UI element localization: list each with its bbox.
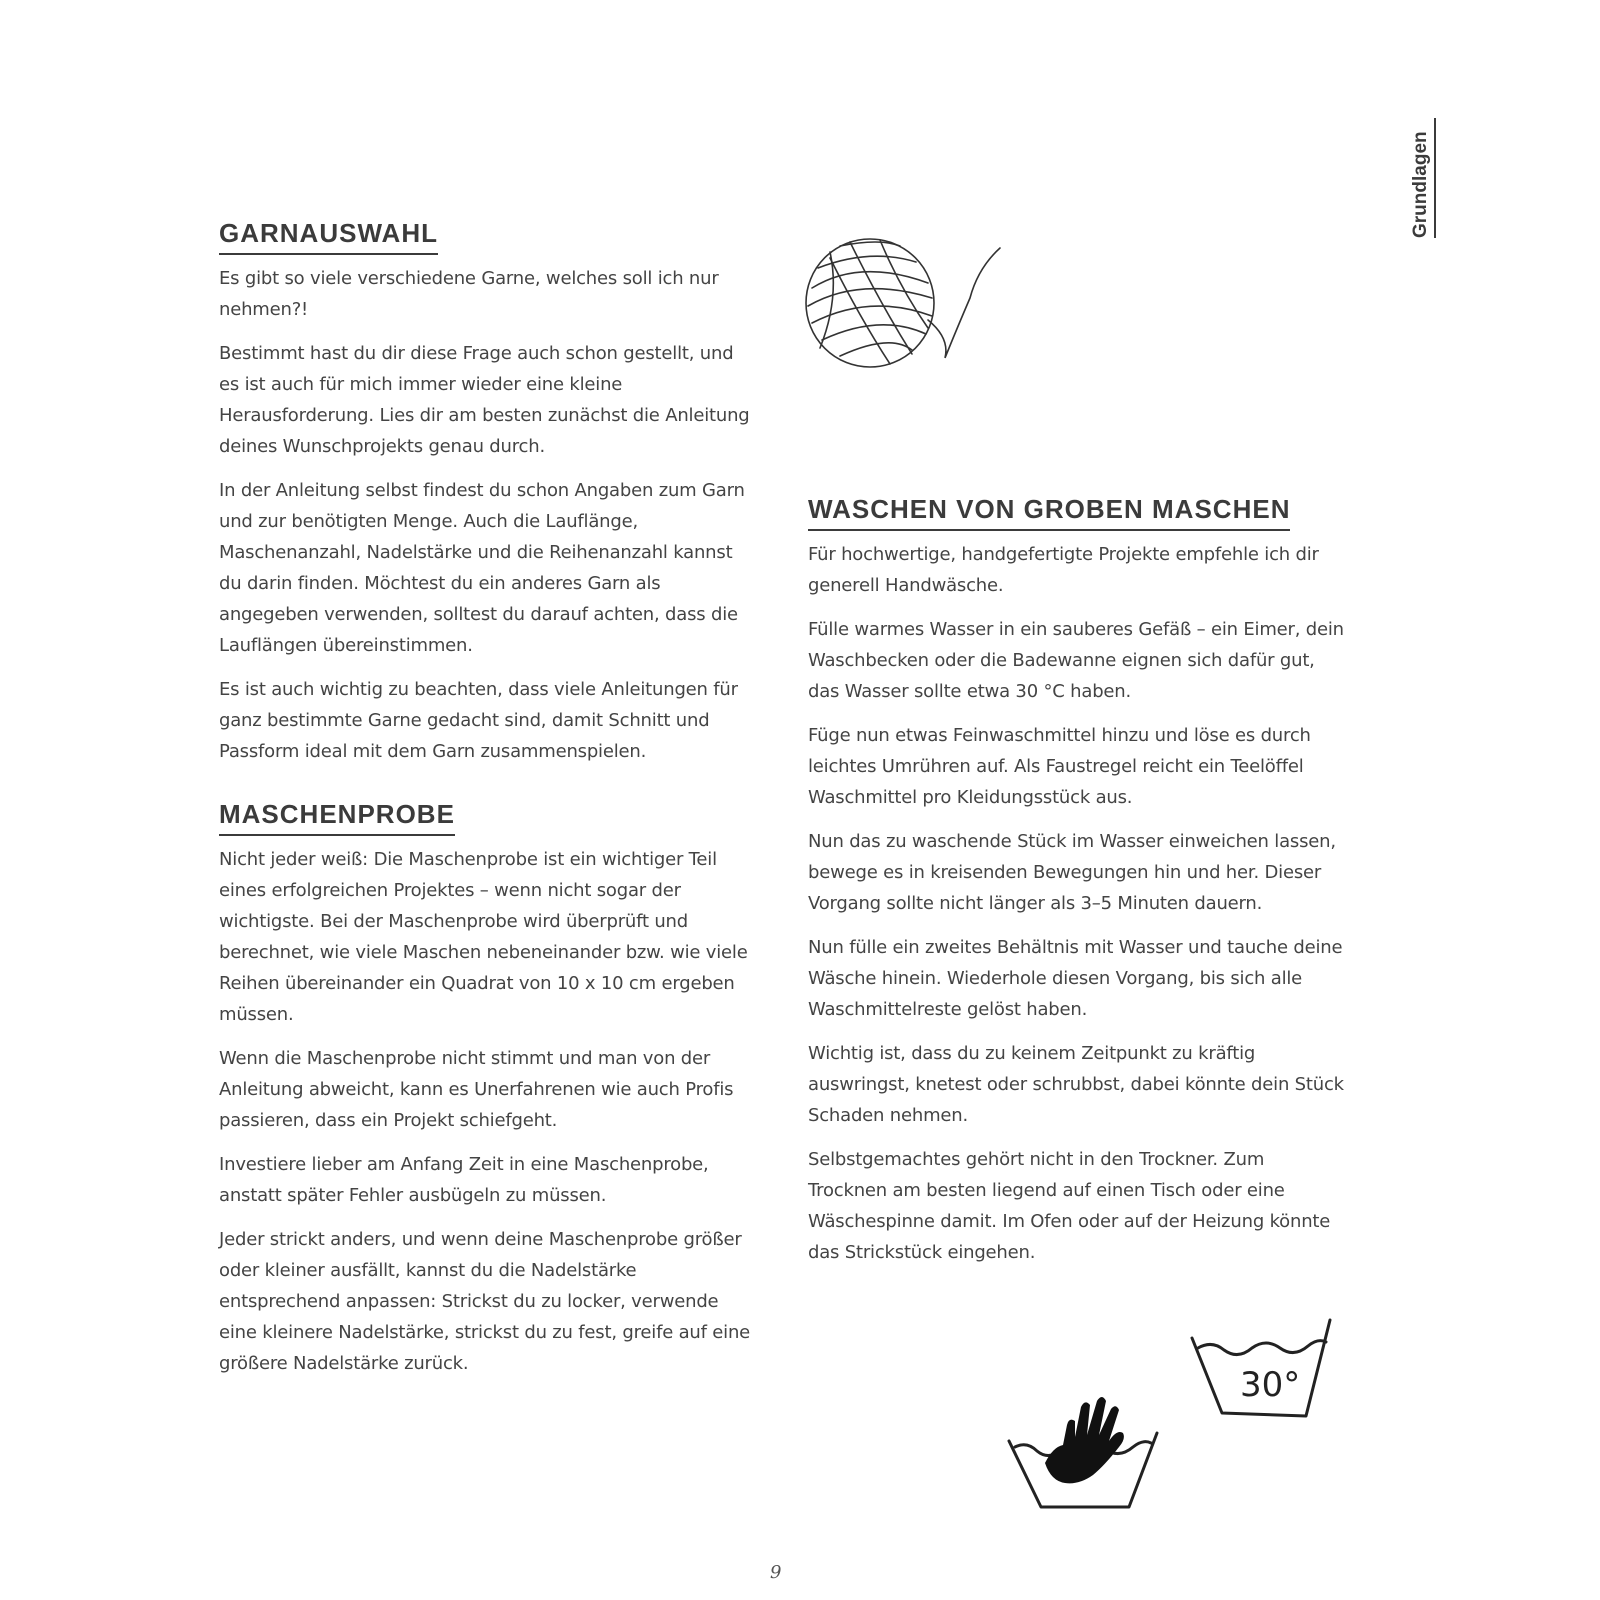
page-number: 9 xyxy=(770,1562,782,1583)
paragraph: Wenn die Maschenprobe nicht stimmt und man von der Anleitung abweicht, kann es Unerfahrenen wie auch Profis passieren, dass ein Projekt schiefgeht. xyxy=(219,1048,734,1131)
paragraph: Bestimmt hast du dir diese Frage auch schon gestellt, und es ist auch für mich immer wieder eine kleine Herausforderung. Lies dir am besten zunächst die Anleitung deines Wunschprojekts genau durch. xyxy=(219,343,750,457)
paragraph: Nicht jeder weiß: Die Maschenprobe ist ein wichtiger Teil eines erfolgreichen Projektes – wenn nicht sogar der wichtigste. Bei der Maschenprobe wird überprüft und berechnet, wie viele Maschen nebeneinander bzw. wie viele Reihen übereinander ein Quadrat von 10 x 10 cm ergeben müssen. xyxy=(219,849,748,1025)
paragraph: Nun fülle ein zweites Behältnis mit Wasser und tauche deine Wäsche hinein. Wiederhole diesen Vorgang, bis sich alle Waschmittelreste gelöst haben. xyxy=(808,937,1343,1020)
paragraph: Wichtig ist, dass du zu keinem Zeitpunkt zu kräftig auswringst, knetest oder schrubbst, dabei könnte dein Stück Schaden nehmen. xyxy=(808,1043,1344,1126)
wash-30-label: 30° xyxy=(1240,1365,1301,1405)
section-title-waschen: WASCHEN VON GROBEN MASCHEN xyxy=(808,494,1290,531)
section-maschenprobe xyxy=(219,799,754,1379)
paragraph: Es gibt so viele verschiedene Garne, welches soll ich nur nehmen?! xyxy=(219,268,719,320)
section-waschen xyxy=(808,494,1348,1268)
wash-30-icon xyxy=(1190,1318,1340,1428)
paragraph: Selbstgemachtes gehört nicht in den Trockner. Zum Trocknen am besten liegend auf einen Tisch oder eine Wäschespinne damit. Im Ofen oder auf der Heizung könnte das Strickstück eingehen. xyxy=(808,1149,1331,1263)
paragraph: Füge nun etwas Feinwaschmittel hinzu und löse es durch leichtes Umrühren auf. Als Faustregel reicht ein Teelöffel Waschmittel pro Kleidungsstück aus. xyxy=(808,725,1311,808)
yarn-ball-icon xyxy=(800,228,1030,378)
section-title-maschenprobe: MASCHENPROBE xyxy=(219,799,455,836)
left-column xyxy=(219,218,754,1411)
section-garnauswahl xyxy=(219,218,754,767)
right-column xyxy=(808,494,1348,1300)
paragraph: Nun das zu waschende Stück im Wasser einweichen lassen, bewege es in kreisenden Bewegungen hin und her. Dieser Vorgang sollte nicht länger als 3–5 Minuten dauern. xyxy=(808,831,1336,914)
chapter-side-label: Grundlagen xyxy=(1410,118,1436,238)
paragraph: Für hochwertige, handgefertigte Projekte empfehle ich dir generell Handwäsche. xyxy=(808,544,1319,596)
hand-wash-icon xyxy=(1005,1385,1165,1515)
paragraph: Fülle warmes Wasser in ein sauberes Gefäß – ein Eimer, dein Waschbecken oder die Badewanne eignen sich dafür gut, das Wasser sollte etwa 30 °C haben. xyxy=(808,619,1344,702)
section-title-garnauswahl: GARNAUSWAHL xyxy=(219,218,438,255)
paragraph: In der Anleitung selbst findest du schon Angaben zum Garn und zur benötigten Menge. Auch die Lauflänge, Maschenanzahl, Nadelstärke und die Reihenanzahl kannst du darin finden. Möchtest du ein anderes Garn als angegeben verwenden, solltest du darauf achten, dass die Lauflängen übereinstimmen. xyxy=(219,480,745,656)
paragraph: Jeder strickt anders, und wenn deine Maschenprobe größer oder kleiner ausfällt, kannst du die Nadelstärke entsprechend anpassen: Strickst du zu locker, verwende eine kleinere Nadelstärke, strickst du zu fest, greife auf eine größere Nadelstärke zurück. xyxy=(219,1229,751,1374)
paragraph: Es ist auch wichtig zu beachten, dass viele Anleitungen für ganz bestimmte Garne gedacht sind, damit Schnitt und Passform ideal mit dem Garn zusammenspielen. xyxy=(219,679,738,762)
paragraph: Investiere lieber am Anfang Zeit in eine Maschenprobe, anstatt später Fehler ausbügeln zu müssen. xyxy=(219,1154,709,1206)
